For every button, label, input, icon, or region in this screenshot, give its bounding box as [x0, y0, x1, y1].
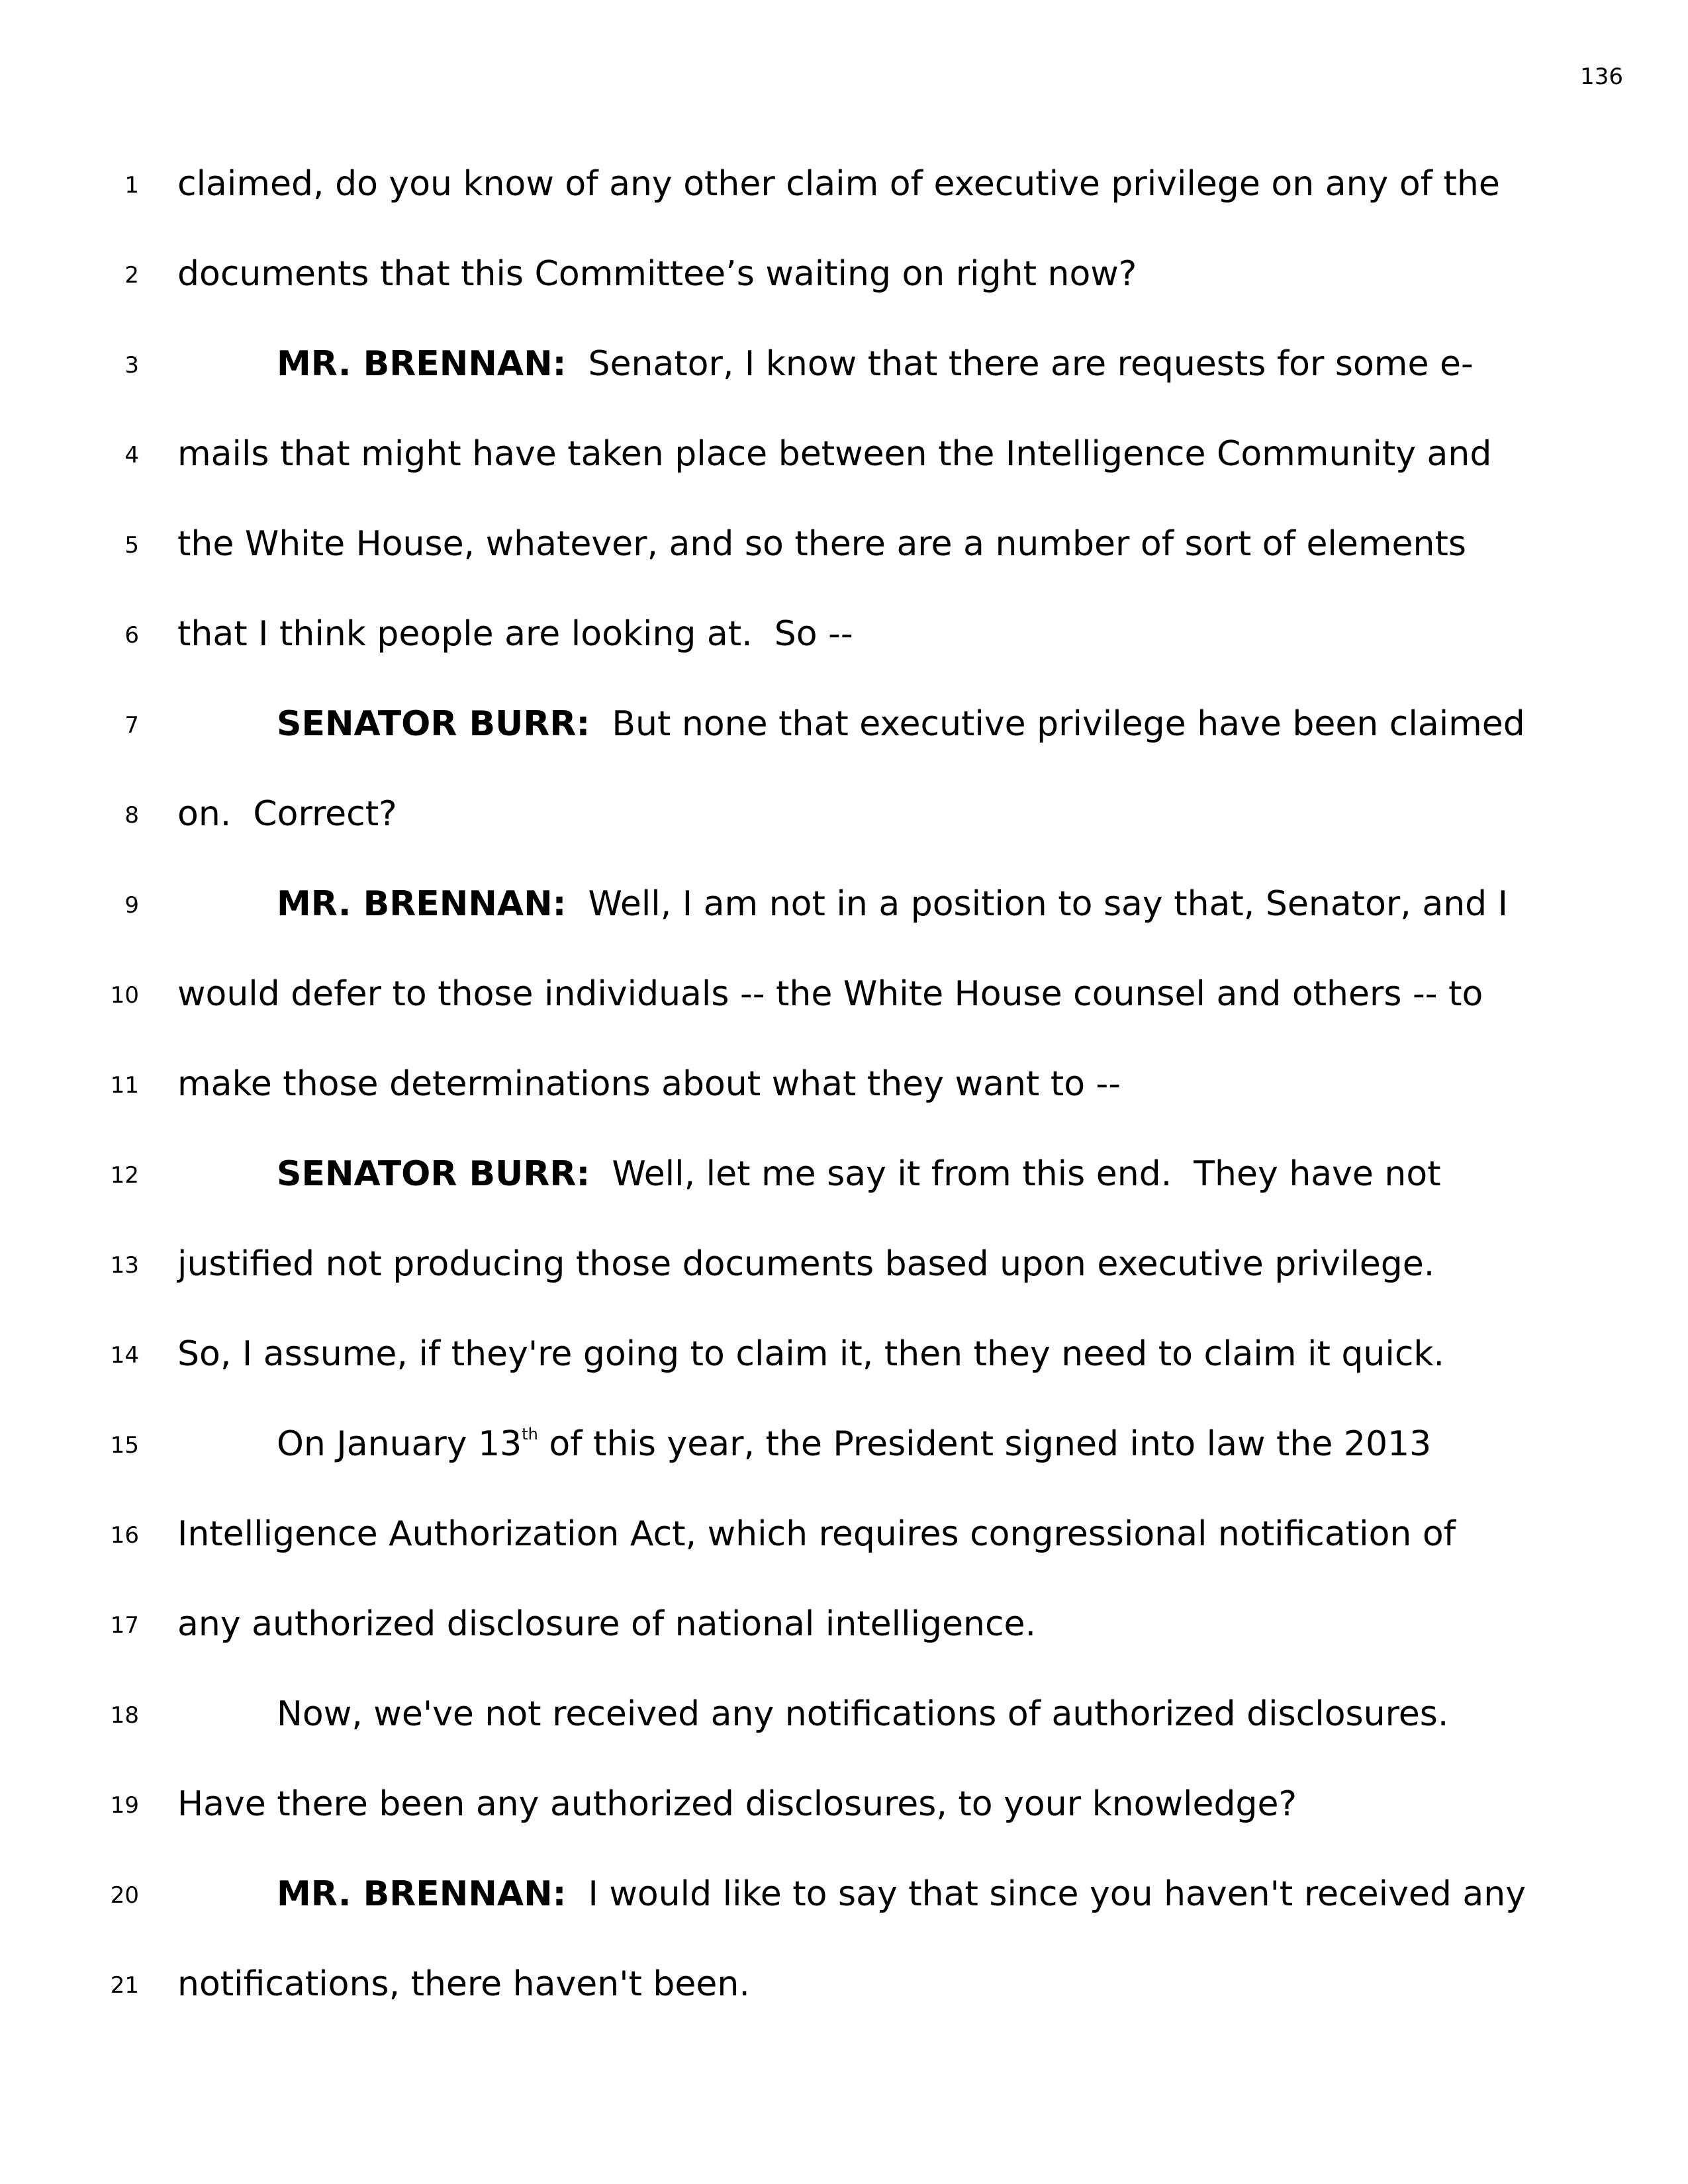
line-number: 12 [110, 1162, 139, 1189]
line-number: 19 [110, 1792, 139, 1819]
line-text: documents that this Committee’s waiting on right now? [177, 254, 1137, 294]
line-text [277, 698, 1525, 751]
transcript-line [0, 518, 1688, 570]
transcript-line [0, 1958, 1688, 2011]
transcript-line [0, 1328, 1688, 1381]
transcript-line [0, 1688, 1688, 1741]
line-number: 13 [110, 1252, 139, 1279]
speaker-label: MR. BRENNAN: [277, 1874, 567, 1914]
transcript-line [0, 698, 1688, 751]
line-text [277, 1418, 1431, 1471]
line-number: 8 [124, 802, 139, 829]
line-text: notifications, there haven't been. [177, 1964, 750, 2004]
line-number: 3 [124, 352, 139, 379]
line-text: on. Correct? [177, 794, 397, 834]
line-number: 2 [124, 262, 139, 289]
line-number: 15 [110, 1432, 139, 1459]
line-text: any authorized disclosure of national intelligence. [177, 1604, 1037, 1644]
transcript-line [0, 1058, 1688, 1111]
speaker-label: MR. BRENNAN: [277, 344, 567, 384]
transcript-line [0, 968, 1688, 1021]
speaker-label: MR. BRENNAN: [277, 884, 567, 924]
speech-text: Senator, I know that there are requests for some e- [566, 344, 1474, 384]
ordinal-superscript: th [522, 1425, 538, 1443]
line-text: justified not producing those documents based upon executive privilege. [177, 1244, 1435, 1284]
transcript-line [0, 1598, 1688, 1651]
line-number: 4 [124, 442, 139, 469]
line-text: Now, we've not received any notifications of authorized disclosures. [277, 1694, 1449, 1734]
speech-text: Well, let me say it from this end. They have not [590, 1154, 1441, 1194]
speech-text: I would like to say that since you haven't received any [566, 1874, 1526, 1914]
transcript-line [0, 428, 1688, 480]
line-text: that I think people are looking at. So -- [177, 614, 853, 654]
speech-text: But none that executive privilege have been claimed [590, 704, 1525, 744]
line-text: make those determinations about what they want to -- [177, 1064, 1121, 1104]
line-text [277, 338, 1474, 390]
transcript-line [0, 1508, 1688, 1561]
transcript-line [0, 338, 1688, 390]
line-text: claimed, do you know of any other claim of executive privilege on any of the [177, 164, 1500, 204]
line-number: 20 [110, 1882, 139, 1909]
line-number: 17 [110, 1612, 139, 1639]
line-number: 5 [124, 532, 139, 559]
speech-text: Well, I am not in a position to say that, Senator, and I [566, 884, 1509, 924]
line-text: Have there been any authorized disclosures, to your knowledge? [177, 1784, 1297, 1824]
line-text [277, 1148, 1441, 1201]
transcript-line [0, 158, 1688, 210]
transcript-line [0, 248, 1688, 300]
line-number: 7 [124, 712, 139, 739]
line-number: 9 [124, 892, 139, 919]
line-text [277, 878, 1508, 931]
line-text: the White House, whatever, and so there are a number of sort of elements [177, 524, 1466, 564]
transcript-line [0, 1868, 1688, 1921]
transcript-line [0, 1238, 1688, 1291]
transcript-line [0, 878, 1688, 931]
transcript-line [0, 1418, 1688, 1471]
line-number: 1 [124, 172, 139, 199]
transcript-line [0, 1148, 1688, 1201]
line-number: 16 [110, 1522, 139, 1549]
line-number: 10 [110, 982, 139, 1009]
line-number: 21 [110, 1972, 139, 1999]
line-text: mails that might have taken place between the Intelligence Community and [177, 434, 1492, 474]
text-before-superscript: On January 13 [277, 1424, 522, 1464]
line-number: 6 [124, 622, 139, 649]
line-text: Intelligence Authorization Act, which requires congressional notification of [177, 1514, 1456, 1554]
line-text: So, I assume, if they're going to claim it, then they need to claim it quick. [177, 1334, 1445, 1374]
page-number: 136 [1580, 64, 1623, 90]
line-number: 14 [110, 1342, 139, 1369]
text-after-superscript: of this year, the President signed into law the 2013 [538, 1424, 1432, 1464]
line-text: would defer to those individuals -- the White House counsel and others -- to [177, 974, 1483, 1014]
transcript-line [0, 1778, 1688, 1831]
line-text [277, 1868, 1526, 1921]
line-number: 11 [110, 1072, 139, 1099]
transcript-line [0, 788, 1688, 841]
speaker-label: SENATOR BURR: [277, 704, 590, 744]
transcript-line [0, 608, 1688, 660]
line-number: 18 [110, 1702, 139, 1729]
speaker-label: SENATOR BURR: [277, 1154, 590, 1194]
